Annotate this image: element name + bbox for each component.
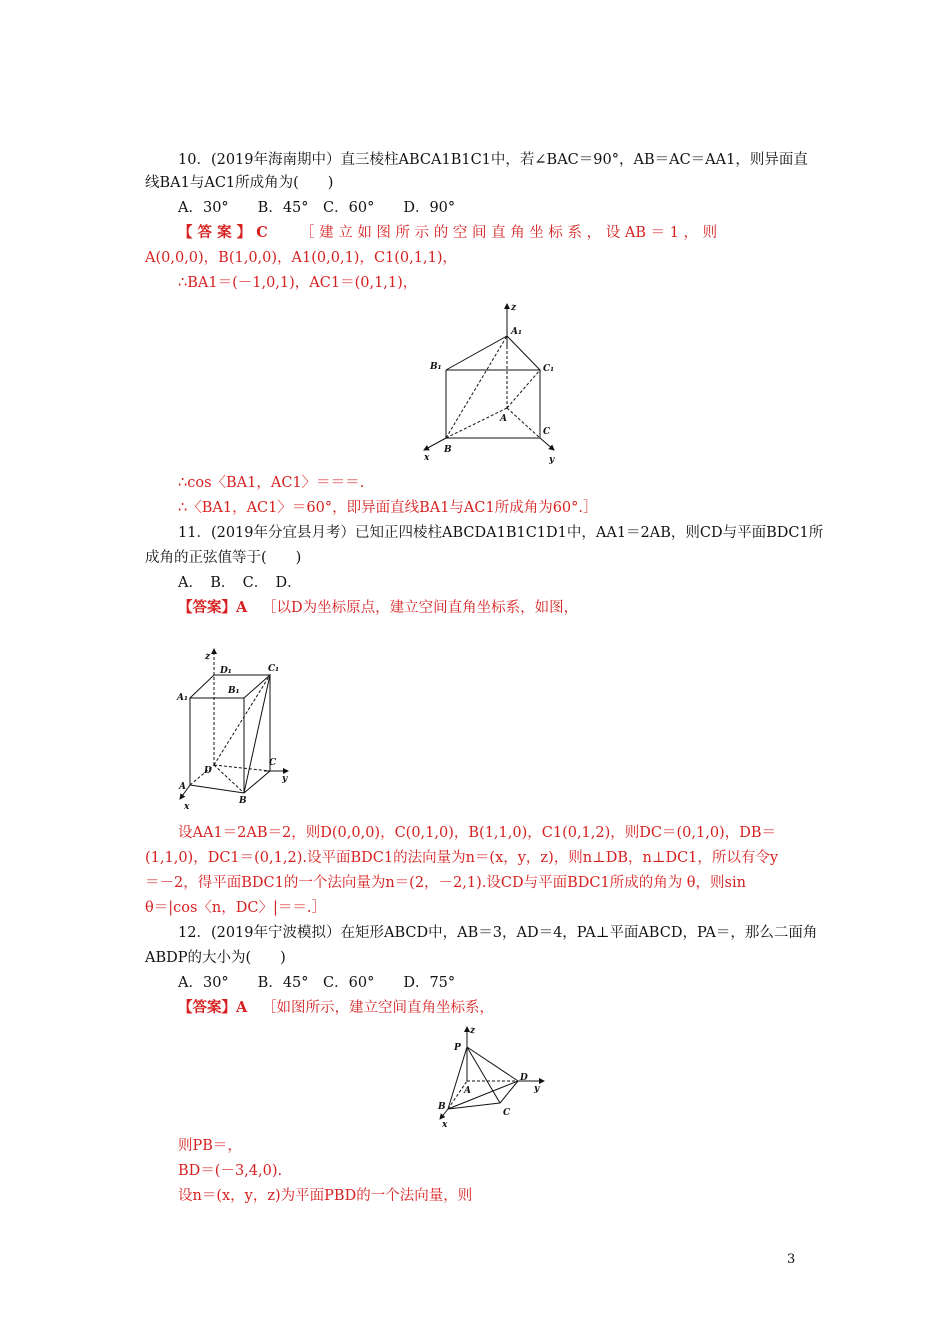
fig11-d1-label: D₁ [220, 666, 232, 676]
q12-answer-line1: ［如图所示，建立空间直角坐标系， [262, 1000, 494, 1016]
fig11-c1-label: C₁ [268, 664, 280, 674]
q11-options: A． B． C． D． [178, 575, 302, 591]
fig11-d-label: D [204, 766, 212, 776]
fig10-y-label: y [549, 455, 555, 465]
q12-answer-line4: 设n＝(x，y，z)为平面PBD的一个法向量，则 [178, 1188, 473, 1204]
q10-answer-tag: 【 答 案 】 C [178, 224, 268, 241]
fig11-y-label: y [282, 774, 288, 784]
fig12-c-label: C [503, 1108, 511, 1118]
q10-stem-line1: 10．(2019年海南期中）直三棱柱ABCA1B1C1中，若∠BAC＝90°，AB＝AC＝AA1，则异面直 [178, 152, 808, 168]
q12-stem-line1: 12．(2019年宁波模拟）在矩形ABCD中，AB＝3，AD＝4，PA⊥平面ABCD，PA＝，那么二面角 [178, 925, 818, 941]
q10-answer-line1: ［ 建 立 如 图 所 示 的 空 间 直 角 坐 标 系 ， 设 AB ＝ 1 ， 则 [300, 225, 718, 241]
q11-answer-line5: θ＝|cos〈n，DC〉|＝＝.］ [145, 900, 326, 916]
fig11-x-label: x [184, 802, 190, 812]
fig10-a1-label: A₁ [511, 327, 522, 337]
fig10-x-label: x [424, 453, 430, 463]
q11-answer-line1: ［以D为坐标原点，建立空间直角坐标系，如图， [262, 600, 579, 616]
q10-answer-line4: ∴cos〈BA1，AC1〉＝＝＝. [178, 475, 365, 491]
fig10-c1-label: C₁ [543, 364, 555, 374]
q10-answer-line3: ∴BA1＝(－1,0,1)，AC1＝(0,1,1)， [178, 275, 418, 291]
fig12-a-label: A [464, 1086, 471, 1096]
fig12-b-label: B [438, 1102, 446, 1112]
fig12-z-label: z [470, 1026, 476, 1036]
fig11-a1-label: A₁ [177, 693, 188, 703]
q11-answer-line4: ＝－2，得平面BDC1的一个法向量为n＝(2，－2,1).设CD与平面BDC1所成的角为 θ，则sin [145, 875, 746, 891]
q10-options: A．30° B．45° C．60° D．90° [178, 200, 456, 216]
fig10-a-label: A [500, 414, 507, 424]
q11-stem-line1: 11．(2019年分宜县月考）已知正四棱柱ABCDA1B1C1D1中，AA1＝2AB，则CD与平面BDC1所 [178, 525, 824, 541]
q12-pyramid-figure [434, 1023, 554, 1133]
fig12-p-label: P [454, 1043, 461, 1053]
fig11-c-label: C [269, 758, 277, 768]
q10-answer-line5: ∴〈BA1，AC1〉＝60°，即异面直线BA1与AC1所成角为60°.］ [178, 500, 598, 516]
q11-answer-tag: 【答案】A [178, 599, 248, 616]
q11-prism-figure [172, 643, 302, 813]
fig12-y-label: y [534, 1084, 540, 1094]
fig10-b1-label: B₁ [430, 362, 442, 372]
fig11-b1-label: B₁ [228, 686, 240, 696]
page-number: 3 [787, 1252, 796, 1267]
q11-stem-line2: 成角的正弦值等于( ) [145, 550, 302, 566]
fig11-a-label: A [179, 782, 186, 792]
fig11-b-label: B [239, 796, 247, 806]
fig10-b-label: B [444, 445, 452, 455]
q10-prism-figure [418, 298, 568, 468]
fig10-z-label: z [511, 303, 517, 313]
q10-answer-line2: A(0,0,0)，B(1,0,0)，A1(0,0,1)，C1(0,1,1)， [145, 250, 457, 266]
q11-answer-line3: (1,1,0)，DC1＝(0,1,2).设平面BDC1的法向量为n＝(x，y，z)，则n⊥DB，n⊥DC1，所以有令y [145, 850, 779, 866]
q12-answer-tag: 【答案】A [178, 999, 248, 1016]
fig12-x-label: x [442, 1120, 448, 1130]
q12-answer-line3: BD＝(－3,4,0). [178, 1163, 283, 1179]
q10-stem-line2: 线BA1与AC1所成角为( ) [145, 175, 334, 191]
fig11-z-label: z [205, 652, 211, 662]
fig10-c-label: C [543, 427, 551, 437]
q12-stem-line2: ABDP的大小为( ) [145, 950, 286, 966]
q11-answer-line2: 设AA1＝2AB＝2，则D(0,0,0)，C(0,1,0)，B(1,1,0)，C1(0,1,2)，则DC＝(0,1,0)，DB＝ [178, 825, 776, 841]
fig12-d-label: D [520, 1073, 528, 1083]
q12-options: A．30° B．45° C．60° D．75° [178, 975, 456, 991]
q12-answer-line2: 则PB＝， [178, 1138, 242, 1154]
